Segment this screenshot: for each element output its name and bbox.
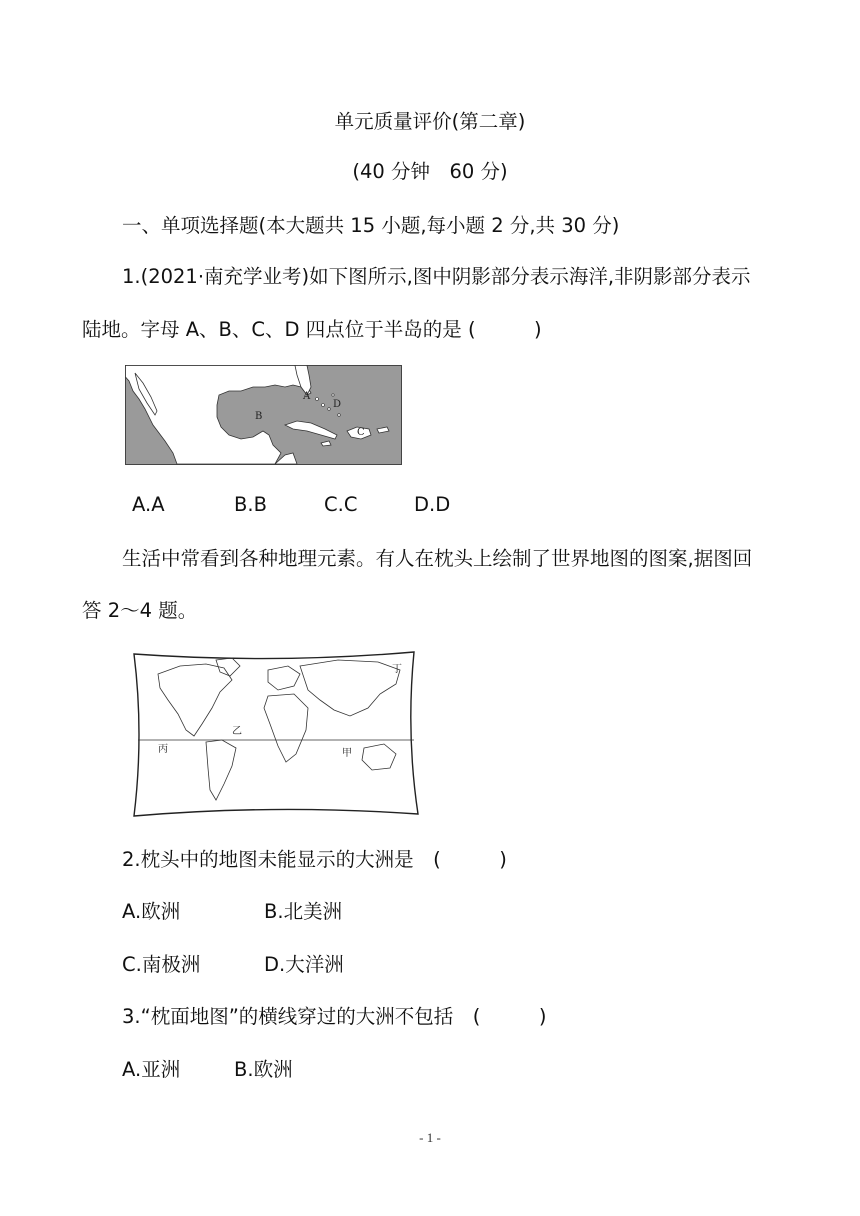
q1-stem-line2: 陆地。字母 A、B、C、D 四点位于半岛的是 ( ) bbox=[82, 318, 542, 341]
q2-option-a[interactable]: A.欧洲 bbox=[122, 900, 181, 923]
map1-label-d: D bbox=[333, 399, 342, 410]
page-title: 单元质量评价(第二章) bbox=[334, 110, 526, 133]
q3-option-a[interactable]: A.亚洲 bbox=[122, 1058, 181, 1081]
caribbean-map bbox=[125, 365, 402, 465]
map1-label-c: C bbox=[357, 427, 365, 438]
q1-option-b[interactable]: B.B bbox=[234, 493, 267, 516]
q1-option-d[interactable]: D.D bbox=[414, 493, 451, 516]
q3-stem: 3.“枕面地图”的横线穿过的大洲不包括 ( ) bbox=[122, 1005, 547, 1028]
q3-option-b[interactable]: B.欧洲 bbox=[234, 1058, 293, 1081]
q2-option-b[interactable]: B.北美洲 bbox=[264, 900, 343, 923]
q2-option-d[interactable]: D.大洋洲 bbox=[264, 953, 344, 976]
q1-option-c[interactable]: C.C bbox=[324, 493, 358, 516]
intro-line2: 答 2～4 题。 bbox=[82, 599, 198, 622]
q2-stem: 2.枕头中的地图未能显示的大洲是 ( ) bbox=[122, 848, 507, 871]
q1-stem-line1: 1.(2021·南充学业考)如下图所示,图中阴影部分表示海洋,非阴影部分表示 bbox=[122, 265, 751, 288]
q2-option-c[interactable]: C.南极洲 bbox=[122, 953, 201, 976]
map2-label-ding: 丁 bbox=[392, 664, 402, 675]
intro-line1: 生活中常看到各种地理元素。有人在枕头上绘制了世界地图的图案,据图回 bbox=[122, 547, 753, 570]
page-number: - 1 - bbox=[419, 1130, 441, 1145]
map2-label-bing: 丙 bbox=[158, 744, 168, 755]
q1-option-a[interactable]: A.A bbox=[132, 493, 165, 516]
section-heading: 一、单项选择题(本大题共 15 小题,每小题 2 分,共 30 分) bbox=[122, 214, 620, 237]
page-subtitle: (40 分钟 60 分) bbox=[352, 160, 508, 183]
map2-label-jia: 甲 bbox=[342, 748, 352, 759]
pillow-world-map bbox=[128, 650, 422, 818]
map1-label-b: B bbox=[255, 411, 263, 422]
map2-label-yi: 乙 bbox=[232, 726, 242, 737]
map1-label-a: A bbox=[303, 391, 311, 402]
